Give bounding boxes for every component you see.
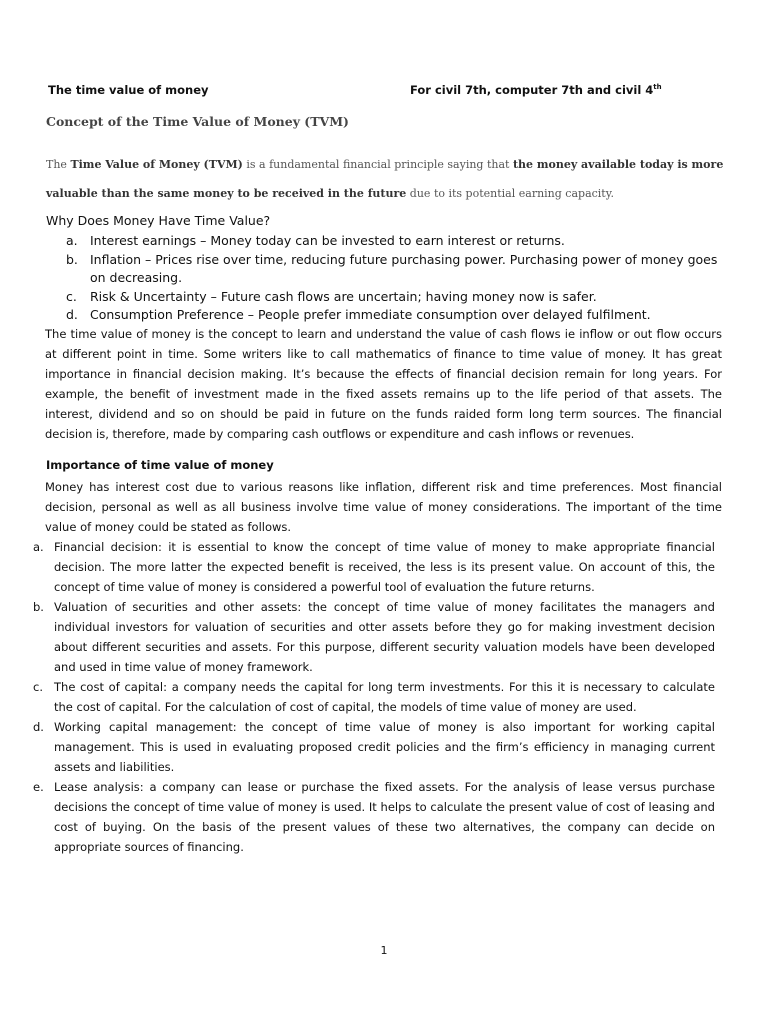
reason-text: Risk & Uncertainty – Future cash flows are uncertain; having money now is safer. bbox=[90, 288, 597, 304]
header-audience-sup: th bbox=[653, 83, 662, 92]
tvm-definition bbox=[46, 150, 726, 208]
tvm-bold-2: the money available today is more valuable than the same money to be received in the future bbox=[46, 158, 724, 200]
importance-paragraph: Money has interest cost due to various reasons like inflation, different risk and time preferences. Most financial decision, personal as well as all business involve time value of money considerations. The important of the time value of money could be stated as follows. bbox=[45, 480, 722, 534]
importance-item bbox=[33, 677, 715, 717]
importance-text: Valuation of securities and other assets: the concept of time value of money facilitates the managers and individual investors for valuation of securities and otter assets before they go for making investment decision about different securities and assets. For this purpose, different security valuation models have been developed and used in time value of money framework. bbox=[54, 600, 715, 674]
reason-text: Interest earnings – Money today can be invested to earn interest or returns. bbox=[90, 233, 565, 248]
reason-text: Inflation – Prices rise over time, reducing future purchasing power. Purchasing power of money goes on decreasing. bbox=[90, 251, 718, 285]
importance-text: Working capital management: the concept of time value of money is also important for working capital management. This is used in evaluating proposed credit policies and the firm’s efficiency in managing current assets and liabilities. bbox=[54, 720, 715, 774]
importance-marker: c. bbox=[33, 680, 43, 694]
header-audience-text: For civil 7th, computer 7th and civil 4 bbox=[410, 83, 654, 97]
importance-item bbox=[33, 777, 715, 857]
importance-marker: d. bbox=[33, 720, 44, 734]
reason-marker: d. bbox=[66, 307, 78, 322]
why-heading: Why Does Money Have Time Value? bbox=[46, 213, 271, 228]
reasons-list bbox=[66, 232, 726, 325]
importance-text: The cost of capital: a company needs the capital for long term investments. For this it is necessary to calculate the cost of capital. For the calculation of cost of capital, the models of time value of money are used. bbox=[54, 680, 715, 714]
importance-marker: e. bbox=[33, 780, 44, 794]
importance-item bbox=[33, 717, 715, 777]
tvm-bold-1: Time Value of Money (TVM) bbox=[70, 158, 243, 171]
importance-marker: a. bbox=[33, 540, 44, 554]
tvm-text-1: The bbox=[46, 158, 71, 171]
concept-title: Concept of the Time Value of Money (TVM) bbox=[46, 114, 349, 129]
importance-item bbox=[33, 597, 715, 677]
tvm-text-3: due to its potential earning capacity. bbox=[406, 187, 614, 200]
importance-text: Lease analysis: a company can lease or purchase the fixed assets. For the analysis of lease versus purchase decisions the concept of time value of money is used. It helps to calculate the present value of cost of leasing and cost of buying. On the basis of the present values of these two alternatives, the company can decide on appropriate sources of financing. bbox=[54, 780, 715, 854]
intro-paragraph: The time value of money is the concept to learn and understand the value of cash flows ie inflow or out flow occurs at different point in time. Some writers like to call mathematics of finance to time value of money. It has great importance in financial decision making. It’s because the effects of financial decision remain for long years. For example, the benefit of investment made in the fixed assets remains up to the life period of that assets. The interest, dividend and so on should be paid in future on the funds raided form long term sources. The financial decision is, therefore, made by comparing cash outflows or expenditure and cash inflows or revenues. bbox=[45, 327, 722, 441]
header-title: The time value of money bbox=[48, 83, 209, 97]
page-number: 1 bbox=[380, 944, 388, 957]
importance-item bbox=[33, 537, 715, 597]
reason-item bbox=[66, 288, 726, 307]
reason-item bbox=[66, 232, 726, 251]
header-audience bbox=[410, 83, 662, 97]
reason-marker: a. bbox=[66, 233, 78, 248]
reason-item bbox=[66, 306, 726, 325]
importance-marker: b. bbox=[33, 600, 44, 614]
importance-heading: Importance of time value of money bbox=[46, 458, 274, 472]
reason-marker: c. bbox=[66, 288, 77, 304]
importance-list bbox=[33, 537, 715, 857]
reason-item bbox=[66, 251, 726, 288]
reason-marker: b. bbox=[66, 251, 78, 267]
reason-text: Consumption Preference – People prefer immediate consumption over delayed fulfilment. bbox=[90, 307, 651, 322]
importance-text: Financial decision: it is essential to know the concept of time value of money to make appropriate financial decision. The more latter the expected benefit is received, the less is its present value. On account of this, the concept of time value of money is considered a powerful tool of evaluation the future returns. bbox=[54, 540, 715, 594]
tvm-text-2: is a fundamental financial principle saying that bbox=[242, 158, 513, 171]
